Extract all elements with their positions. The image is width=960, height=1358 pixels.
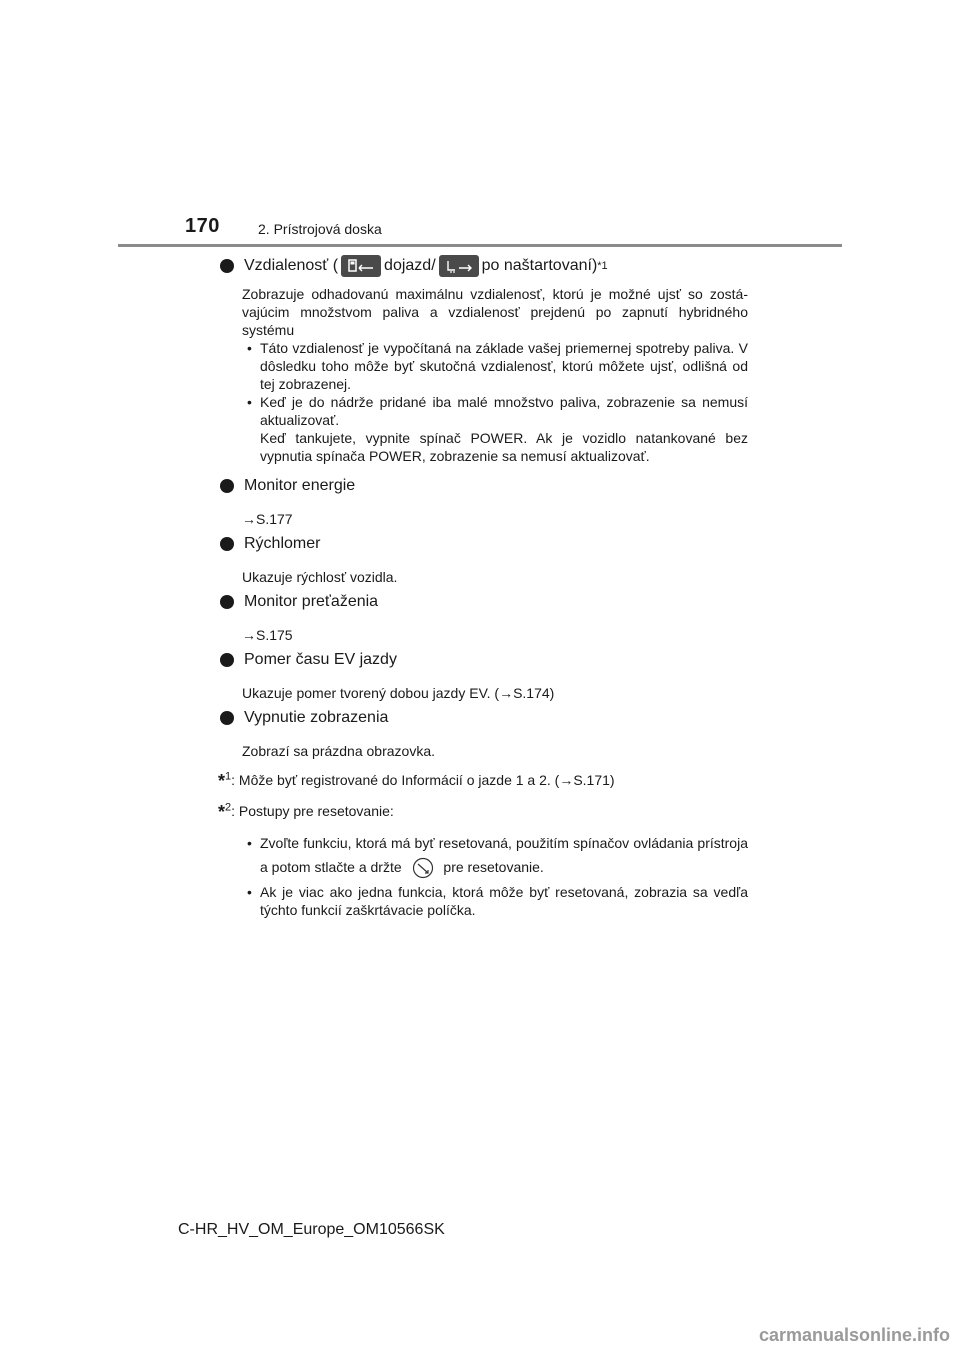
display-off-title: Vypnutie zobrazenia xyxy=(244,709,389,726)
footnote-2 xyxy=(218,802,748,821)
section-ev-ratio-heading xyxy=(218,649,748,671)
reset-step-text: Zvoľte funkciu, ktorá má byť resetovaná, použitím spínačov ovládania prístroja a potom stlačte a držte xyxy=(260,835,748,875)
bullet-dot xyxy=(220,259,234,273)
chapter-title: 2. Prístrojová doska xyxy=(258,221,382,237)
ev-ratio-description: Ukazuje pomer tvorený dobou jazdy EV. (→S.174) xyxy=(242,685,555,701)
bullet-dot xyxy=(220,479,234,493)
section-speedometer-heading xyxy=(218,533,748,555)
section-overload-monitor-heading xyxy=(218,591,748,613)
distance-title-end: po naštartovaní) xyxy=(481,257,598,274)
bullet-dot xyxy=(220,653,234,667)
list-item-line: Keď je do nádrže pridané iba malé množstvo paliva, zobrazenie sa nemusí aktualizovať. xyxy=(260,394,748,428)
list-item xyxy=(242,831,748,879)
document-code: C-HR_HV_OM_Europe_OM10566SK xyxy=(178,1221,445,1238)
distance-description: Zobrazuje odhadovanú maximálnu vzdialenosť, ktorú je možné ujsť so zostávajúcim množstvom paliva a vzdialenosť prejdenú po zapnutí hybridného systému xyxy=(242,286,748,338)
distance-after-start-icon xyxy=(439,255,479,277)
footnote-text: : Postupy pre resetovanie: xyxy=(231,803,394,819)
section-energy-monitor-heading xyxy=(218,475,748,497)
header-divider xyxy=(118,244,842,247)
list-item-line: Keď tankujete, vypnite spínač POWER. Ak je vozidlo natankované bez vypnutia spínača POWER, zobrazenie sa nemusí aktualizovať. xyxy=(260,430,748,464)
distance-notes-list xyxy=(242,339,748,465)
reset-steps-list xyxy=(242,831,748,919)
overload-monitor-title: Monitor preťaženia xyxy=(244,593,379,610)
energy-monitor-reference[interactable]: →S.177 xyxy=(242,511,293,527)
footnote-marker: * xyxy=(218,802,226,822)
footnote-marker: * xyxy=(218,771,226,791)
list-item: • Ak je viac ako jedna funkcia, ktorá môže byť resetovaná, zobrazia sa vedľa týchto funkcií zaškrtávacie políčka. xyxy=(242,883,748,919)
list-item xyxy=(242,393,748,465)
footnote-text: : Môže byť registrované do Informácií o jazde 1 a 2. (→S.171) xyxy=(231,772,615,788)
fuel-range-icon xyxy=(341,255,381,277)
reset-button-icon xyxy=(412,857,434,879)
section-distance-heading: Vzdialenosť ( dojazd/ po naštartovaní) *1 xyxy=(218,255,748,277)
distance-title-start: Vzdialenosť ( xyxy=(244,257,339,274)
speedometer-description: Ukazuje rýchlosť vozidla. xyxy=(242,569,398,585)
bullet-dot xyxy=(220,711,234,725)
page-number: 170 xyxy=(185,215,220,237)
distance-title-mid: dojazd/ xyxy=(384,257,436,274)
footnote-number: 2 xyxy=(225,801,232,814)
watermark[interactable]: carmanualsonline.info xyxy=(758,1325,950,1345)
overload-monitor-reference[interactable]: →S.175 xyxy=(242,627,293,643)
bullet-dot xyxy=(220,537,234,551)
speedometer-title: Rýchlomer xyxy=(244,535,321,552)
list-item: • Táto vzdialenosť je vypočítaná na základe vašej priemernej spotreby paliva. V dôsledku toho môže byť skutočná vzdialenosť, ktorú môžete ujsť, odlišná od tej zobrazenej. xyxy=(242,339,748,393)
reset-step-text-end: pre resetovanie. xyxy=(443,859,544,875)
display-off-description: Zobrazí sa prázdna obrazovka. xyxy=(242,743,435,759)
footnote-number: 1 xyxy=(225,770,232,783)
page-content xyxy=(218,255,748,919)
energy-monitor-title: Monitor energie xyxy=(244,477,356,494)
section-display-off-heading xyxy=(218,707,748,729)
ev-ratio-title: Pomer času EV jazdy xyxy=(244,651,397,668)
bullet-dot xyxy=(220,595,234,609)
footnote-1 xyxy=(218,771,748,790)
